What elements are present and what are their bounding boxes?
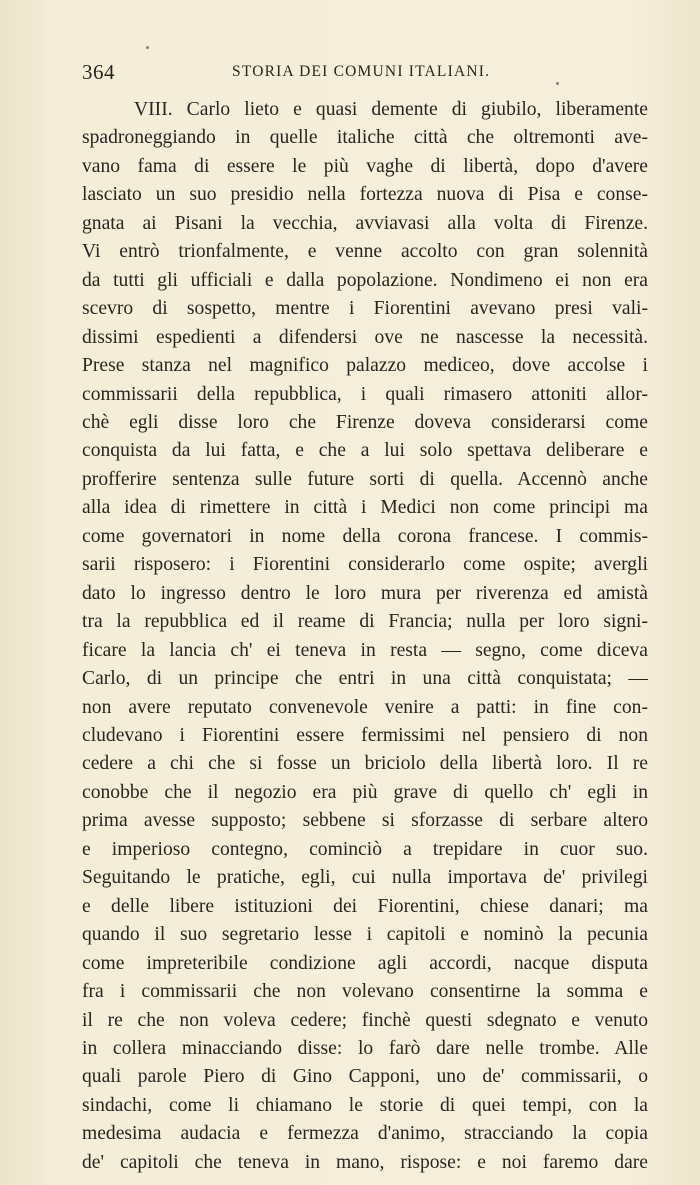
text-line: profferire sentenza sulle future sorti di quella. Accennò anche — [82, 468, 648, 490]
text-line: non avere reputato convenevole venire a patti: in fine con- — [82, 696, 648, 718]
text-line: Vi entrò trionfalmente, e venne accolto con gran solennità — [82, 241, 648, 263]
text-line: quali parole Piero di Gino Capponi, uno de' commissarii, o — [82, 1066, 648, 1088]
text-line: fra i commissarii che non volevano consentirne la somma e — [82, 981, 648, 1003]
text-line: lasciato un suo presidio nella fortezza nuova di Pisa e conse- — [82, 184, 648, 206]
text-line: sarii risposero: i Fiorentini considerarlo come ospite; avergli — [82, 554, 648, 576]
text-line: spadroneggiando in quelle italiche città che oltremonti ave- — [82, 127, 648, 149]
body-text — [82, 96, 648, 1177]
text-line: scevro di sospetto, mentre i Fiorentini avevano presi vali- — [82, 298, 648, 320]
text-line: ficare la lancia ch' ei teneva in resta — segno, come diceva — [82, 639, 648, 661]
text-line: cedere a chi che si fosse un briciolo della libertà loro. Il re — [82, 753, 648, 775]
text-line: Seguitando le pratiche, egli, cui nulla importava de' privilegi — [82, 867, 648, 889]
text-line: sindachi, come li chiamano le storie di quei tempi, con la — [82, 1094, 648, 1116]
page-header — [82, 60, 652, 88]
text-line: alla idea di rimettere in città i Medici non come principi ma — [82, 497, 648, 519]
text-line: quando il suo segretario lesse i capitoli e nominò la pecunia — [82, 924, 648, 946]
running-title: STORIA DEI COMUNI ITALIANI. — [232, 63, 491, 80]
text-line: gnata ai Pisani la vecchia, avviavasi alla volta di Firenze. — [82, 212, 648, 234]
text-line: e imperioso contegno, cominciò a trepidare in cuor suo. — [82, 838, 648, 860]
text-line: VIII. Carlo lieto e quasi demente di giubilo, liberamente — [134, 99, 648, 120]
text-line: cludevano i Fiorentini essere fermissimi nel pensiero di non — [82, 724, 648, 746]
page-number: 364 — [82, 60, 115, 84]
paper-speck — [146, 46, 149, 49]
text-line: come governatori in nome della corona francese. I commis- — [82, 525, 648, 547]
text-line: come impreteribile condizione agli accordi, nacque disputa — [82, 952, 648, 974]
text-line: conobbe che il negozio era più grave di quello ch' egli in — [82, 781, 648, 803]
text-line: conquista da lui fatta, e che a lui solo spettava deliberare e — [82, 440, 648, 462]
text-line: Prese stanza nel magnifico palazzo mediceo, dove accolse i — [82, 355, 648, 377]
text-line: tra la repubblica ed il reame di Francia; nulla per loro signi- — [82, 611, 648, 633]
text-line: in collera minacciando disse: lo farò dare nelle trombe. Alle — [82, 1037, 648, 1059]
text-line: de' capitoli che teneva in mano, rispose: e noi faremo dare — [82, 1151, 648, 1173]
text-line: e delle libere istituzioni dei Fiorentini, chiese danari; ma — [82, 895, 648, 917]
text-line: dissimi espedienti a difendersi ove ne nascesse la necessità. — [82, 326, 648, 348]
paper-speck — [556, 82, 559, 85]
text-line: dato lo ingresso dentro le loro mura per riverenza ed amistà — [82, 582, 648, 604]
text-line: da tutti gli ufficiali e dalla popolazione. Nondimeno ei non era — [82, 269, 648, 291]
text-line: medesima audacia e fermezza d'animo, stracciando la copia — [82, 1123, 648, 1145]
text-line: chè egli disse loro che Firenze doveva considerarsi come — [82, 411, 648, 433]
text-line: Carlo, di un principe che entri in una città conquistata; — — [82, 668, 648, 690]
text-line: il re che non voleva cedere; finchè questi sdegnato e venuto — [82, 1009, 648, 1031]
text-line: commissarii della repubblica, i quali rimasero attoniti allor- — [82, 383, 648, 405]
text-line: vano fama di essere le più vaghe di libertà, dopo d'avere — [82, 155, 648, 177]
text-line: prima avesse supposto; sebbene si sforzasse di serbare altero — [82, 810, 648, 832]
